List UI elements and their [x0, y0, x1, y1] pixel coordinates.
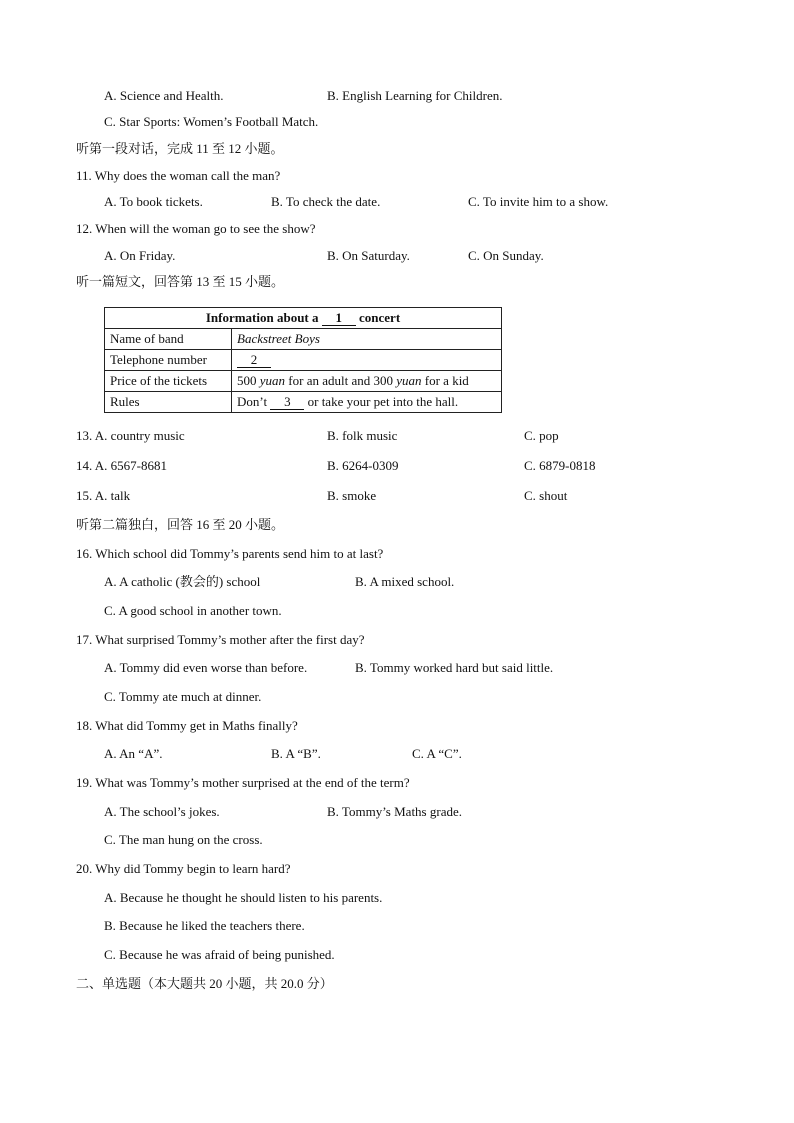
q19-option-b: B. Tommy’s Maths grade.	[327, 804, 462, 819]
q14-option-b: B. 6264-0309	[327, 458, 399, 473]
q11-option-a: A. To book tickets.	[104, 194, 203, 209]
q17-option-c: C. Tommy ate much at dinner.	[104, 689, 262, 704]
q10-option-c: C. Star Sports: Women’s Football Match.	[104, 114, 319, 129]
section-two-heading: 二、单选题（本大题共 20 小题，共 20.0 分）	[76, 976, 333, 991]
q13-option-c: C. pop	[524, 428, 559, 443]
q10-option-a: A. Science and Health.	[104, 88, 224, 103]
q13-option-a: 13. A. country music	[76, 428, 185, 443]
q12-option-b: B. On Saturday.	[327, 248, 410, 263]
band-value: Backstreet Boys	[232, 329, 502, 350]
q12-question: 12. When will the woman go to see the show?	[76, 221, 316, 236]
blank-1: 1	[322, 311, 356, 326]
q18-option-b: B. A “B”.	[271, 746, 321, 761]
section-monologue-heading: 听第二篇独白，回答 16 至 20 小题。	[76, 517, 285, 532]
section-dialog1-heading: 听第一段对话，完成 11 至 12 小题。	[76, 141, 284, 156]
q17-option-b: B. Tommy worked hard but said little.	[355, 660, 554, 675]
q16-option-c: C. A good school in another town.	[104, 603, 282, 618]
q20-question: 20. Why did Tommy begin to learn hard?	[76, 861, 291, 876]
q19-question: 19. What was Tommy’s mother surprised at the end of the term?	[76, 775, 410, 790]
q17-question: 17. What surprised Tommy’s mother after the first day?	[76, 632, 365, 647]
q20-option-b: B. Because he liked the teachers there.	[104, 918, 305, 933]
q16-option-a: A. A catholic (教会的) school	[104, 574, 261, 589]
q19-option-a: A. The school’s jokes.	[104, 804, 220, 819]
q16-question: 16. Which school did Tommy’s parents send him to at last?	[76, 546, 384, 561]
q18-option-c: C. A “C”.	[412, 746, 462, 761]
q18-option-a: A. An “A”.	[104, 746, 163, 761]
q10-option-b: B. English Learning for Children.	[327, 88, 503, 103]
blank-2: 2	[237, 353, 271, 368]
q14-option-a: 14. A. 6567-8681	[76, 458, 167, 473]
q11-option-b: B. To check the date.	[271, 194, 381, 209]
price-label: Price of the tickets	[105, 371, 232, 392]
q15-option-a: 15. A. talk	[76, 488, 131, 503]
q16-option-b: B. A mixed school.	[355, 574, 455, 589]
concert-info-table	[104, 307, 502, 413]
q11-option-c: C. To invite him to a show.	[468, 194, 609, 209]
q15-option-b: B. smoke	[327, 488, 377, 503]
q12-option-a: A. On Friday.	[104, 248, 176, 263]
q13-option-b: B. folk music	[327, 428, 398, 443]
rules-label: Rules	[105, 392, 232, 413]
table-title: Information about a 1 concert	[105, 308, 502, 329]
phone-value	[232, 350, 502, 371]
q19-option-c: C. The man hung on the cross.	[104, 832, 263, 847]
band-label: Name of band	[105, 329, 232, 350]
q14-option-c: C. 6879-0818	[524, 458, 596, 473]
section-passage-heading: 听一篇短文，回答第 13 至 15 小题。	[76, 274, 285, 289]
q20-option-c: C. Because he was afraid of being punished.	[104, 947, 335, 962]
q12-option-c: C. On Sunday.	[468, 248, 544, 263]
q18-question: 18. What did Tommy get in Maths finally?	[76, 718, 298, 733]
q20-option-a: A. Because he thought he should listen to his parents.	[104, 890, 383, 905]
phone-label: Telephone number	[105, 350, 232, 371]
q11-question: 11. Why does the woman call the man?	[76, 168, 281, 183]
rules-value: Don’t 3 or take your pet into the hall.	[232, 392, 502, 413]
q17-option-a: A. Tommy did even worse than before.	[104, 660, 308, 675]
blank-3: 3	[270, 395, 304, 410]
price-value: 500 yuan for an adult and 300 yuan for a kid	[232, 371, 502, 392]
q15-option-c: C. shout	[524, 488, 568, 503]
